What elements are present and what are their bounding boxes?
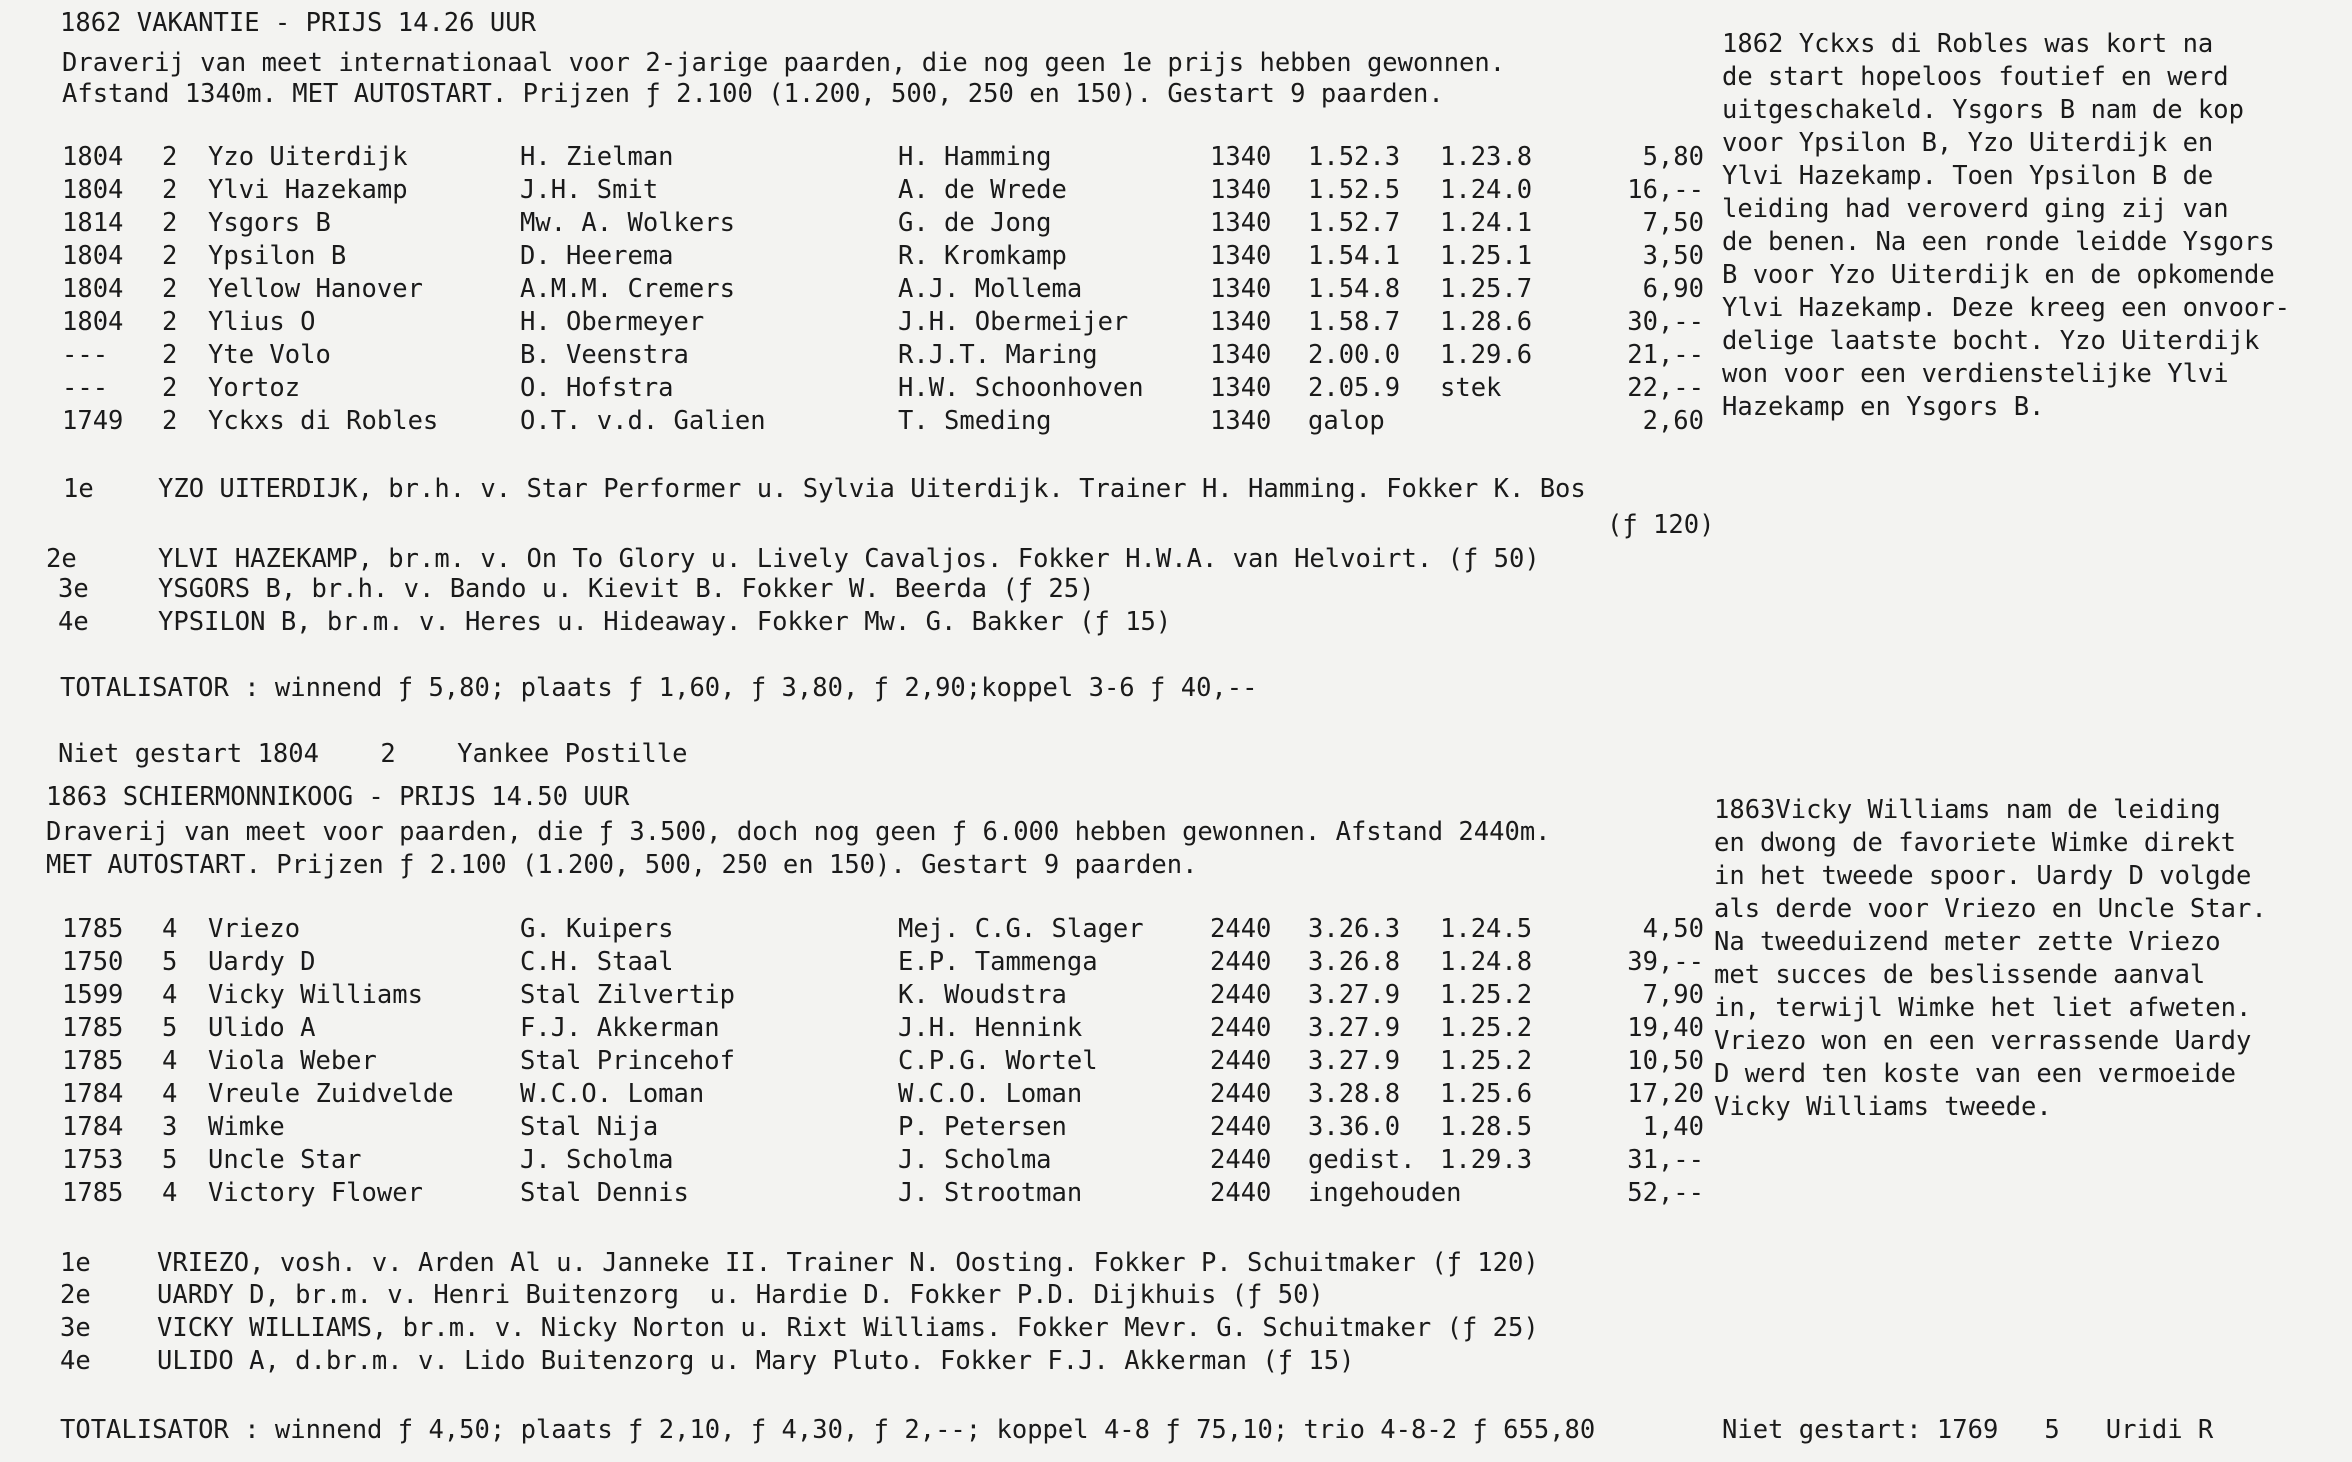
cell-horse: Uncle Star <box>208 1145 362 1175</box>
commentary-line: Ylvi Hazekamp. Toen Ypsilon B de <box>1722 161 2214 191</box>
cell-age: 2 <box>162 175 178 205</box>
cell-horse: Yckxs di Robles <box>208 406 439 436</box>
race-1862-totalisator: TOTALISATOR : winnend ƒ 5,80; plaats ƒ 1,60, ƒ 3,80, ƒ 2,90;koppel 3-6 ƒ 40,-- <box>60 673 1258 703</box>
cell-dist: 2440 <box>1210 1178 1272 1208</box>
cell-driver: Stal Nija <box>520 1112 659 1142</box>
cell-time: 3.26.8 <box>1308 947 1401 977</box>
cell-age: 2 <box>162 274 178 304</box>
cell-odds: 5,80 <box>1642 142 1704 172</box>
cell-trainer: R.J.T. Maring <box>898 340 1098 370</box>
cell-horse: Uardy D <box>208 947 316 977</box>
cell-age: 4 <box>162 1046 178 1076</box>
cell-odds: 22,-- <box>1627 373 1704 403</box>
cell-age: 5 <box>162 1013 178 1043</box>
cell-odds: 10,50 <box>1627 1046 1704 1076</box>
cell-nr: 1785 <box>62 914 124 944</box>
cell-km: 1.29.6 <box>1440 340 1533 370</box>
cell-driver: C.H. Staal <box>520 947 674 977</box>
cell-horse: Yte Volo <box>208 340 331 370</box>
cell-driver: F.J. Akkerman <box>520 1013 720 1043</box>
cell-age: 5 <box>162 1145 178 1175</box>
commentary-line: Na tweeduizend meter zette Vriezo <box>1714 927 2221 957</box>
cell-driver: O. Hofstra <box>520 373 674 403</box>
commentary-line: delige laatste bocht. Yzo Uiterdijk <box>1722 326 2260 356</box>
cell-horse: Ypsilon B <box>208 241 347 271</box>
cell-odds: 16,-- <box>1627 175 1704 205</box>
cell-odds: 1,40 <box>1642 1112 1704 1142</box>
cell-time: 1.52.7 <box>1308 208 1401 238</box>
cell-age: 3 <box>162 1112 178 1142</box>
cell-time: 3.27.9 <box>1308 980 1401 1010</box>
placing-text: (ƒ 120) <box>1607 510 1715 540</box>
cell-trainer: C.P.G. Wortel <box>898 1046 1098 1076</box>
cell-dist: 2440 <box>1210 1079 1272 1109</box>
cell-driver: Stal Dennis <box>520 1178 689 1208</box>
cell-horse: Yellow Hanover <box>208 274 423 304</box>
cell-km: 1.28.6 <box>1440 307 1533 337</box>
commentary-line: uitgeschakeld. Ysgors B nam de kop <box>1722 95 2244 125</box>
cell-horse: Ylvi Hazekamp <box>208 175 408 205</box>
cell-age: 2 <box>162 307 178 337</box>
cell-dist: 2440 <box>1210 1013 1272 1043</box>
cell-dist: 1340 <box>1210 340 1272 370</box>
cell-time: 2.00.0 <box>1308 340 1401 370</box>
placing-label: 3e <box>58 574 89 604</box>
cell-nr: 1804 <box>62 241 124 271</box>
cell-dist: 1340 <box>1210 208 1272 238</box>
placing-label: 2e <box>60 1280 91 1310</box>
cell-time: gedist. <box>1308 1145 1416 1175</box>
commentary-line: 1863Vicky Williams nam de leiding <box>1714 795 2221 825</box>
cell-driver: Stal Zilvertip <box>520 980 735 1010</box>
placing-label: 1e <box>63 474 94 504</box>
placing-text: ULIDO A, d.br.m. v. Lido Buitenzorg u. Mary Pluto. Fokker F.J. Akkerman (ƒ 15) <box>157 1346 1355 1376</box>
placing-text: YLVI HAZEKAMP, br.m. v. On To Glory u. Lively Cavaljos. Fokker H.W.A. van Helvoirt. (ƒ 50) <box>158 544 1540 574</box>
cell-horse: Ulido A <box>208 1013 316 1043</box>
cell-nr: 1804 <box>62 307 124 337</box>
cell-age: 4 <box>162 980 178 1010</box>
cell-km: 1.28.5 <box>1440 1112 1533 1142</box>
cell-km: 1.25.2 <box>1440 1046 1533 1076</box>
cell-nr: 1785 <box>62 1178 124 1208</box>
commentary-line: B voor Yzo Uiterdijk en de opkomende <box>1722 260 2275 290</box>
commentary-line: 1862 Yckxs di Robles was kort na <box>1722 29 2214 59</box>
commentary-line: in het tweede spoor. Uardy D volgde <box>1714 861 2252 891</box>
cell-time: 1.52.5 <box>1308 175 1401 205</box>
cell-horse: Yzo Uiterdijk <box>208 142 408 172</box>
cell-age: 5 <box>162 947 178 977</box>
cell-driver: H. Zielman <box>520 142 674 172</box>
cell-trainer: J. Strootman <box>898 1178 1083 1208</box>
cell-km: 1.25.2 <box>1440 980 1533 1010</box>
cell-time: 1.54.1 <box>1308 241 1401 271</box>
cell-trainer: E.P. Tammenga <box>898 947 1098 977</box>
cell-nr: --- <box>62 373 109 403</box>
cell-km: 1.25.7 <box>1440 274 1533 304</box>
cell-horse: Victory Flower <box>208 1178 423 1208</box>
cell-dist: 1340 <box>1210 406 1272 436</box>
cell-nr: 1785 <box>62 1046 124 1076</box>
commentary-line: leiding had veroverd ging zij van <box>1722 194 2229 224</box>
commentary-line: in, terwijl Wimke het liet afweten. <box>1714 993 2252 1023</box>
race-1863-totalisator: TOTALISATOR : winnend ƒ 4,50; plaats ƒ 2,10, ƒ 4,30, ƒ 2,--; koppel 4-8 ƒ 75,10; trio 4-8-2 ƒ 655,80 <box>60 1415 1596 1445</box>
race-1863-header: 1863 SCHIERMONNIKOOG - PRIJS 14.50 UUR <box>46 782 630 812</box>
cell-trainer: T. Smeding <box>898 406 1052 436</box>
cell-driver: B. Veenstra <box>520 340 689 370</box>
cell-driver: O.T. v.d. Galien <box>520 406 766 436</box>
cell-nr: 1804 <box>62 175 124 205</box>
cell-dist: 1340 <box>1210 307 1272 337</box>
cell-odds: 2,60 <box>1642 406 1704 436</box>
cell-odds: 21,-- <box>1627 340 1704 370</box>
placing-text: VRIEZO, vosh. v. Arden Al u. Janneke II. Trainer N. Oosting. Fokker P. Schuitmaker (ƒ 120) <box>157 1248 1539 1278</box>
cell-horse: Vreule Zuidvelde <box>208 1079 454 1109</box>
cell-driver: W.C.O. Loman <box>520 1079 705 1109</box>
race-1863-not-started: Niet gestart: 1769 5 Uridi R <box>1722 1415 2214 1445</box>
cell-dist: 1340 <box>1210 241 1272 271</box>
cell-horse: Wimke <box>208 1112 285 1142</box>
cell-horse: Vicky Williams <box>208 980 423 1010</box>
cell-dist: 2440 <box>1210 980 1272 1010</box>
cell-time: 1.54.8 <box>1308 274 1401 304</box>
cell-odds: 52,-- <box>1627 1178 1704 1208</box>
cell-trainer: J.H. Obermeijer <box>898 307 1129 337</box>
cell-trainer: A. de Wrede <box>898 175 1067 205</box>
placing-label: 4e <box>58 607 89 637</box>
cell-trainer: H.W. Schoonhoven <box>898 373 1144 403</box>
race-1863-conditions: MET AUTOSTART. Prijzen ƒ 2.100 (1.200, 500, 250 en 150). Gestart 9 paarden. <box>46 850 1198 880</box>
cell-age: 2 <box>162 340 178 370</box>
cell-horse: Ysgors B <box>208 208 331 238</box>
cell-age: 2 <box>162 241 178 271</box>
cell-nr: --- <box>62 340 109 370</box>
commentary-line: Vriezo won en een verrassende Uardy <box>1714 1026 2252 1056</box>
commentary-line: voor Ypsilon B, Yzo Uiterdijk en <box>1722 128 2214 158</box>
cell-time: ingehouden <box>1308 1178 1462 1208</box>
cell-nr: 1784 <box>62 1112 124 1142</box>
cell-driver: J.H. Smit <box>520 175 659 205</box>
cell-nr: 1599 <box>62 980 124 1010</box>
commentary-line: de start hopeloos foutief en werd <box>1722 62 2229 92</box>
cell-nr: 1814 <box>62 208 124 238</box>
cell-nr: 1750 <box>62 947 124 977</box>
commentary-line: als derde voor Vriezo en Uncle Star. <box>1714 894 2267 924</box>
cell-horse: Vriezo <box>208 914 301 944</box>
cell-time: galop <box>1308 406 1385 436</box>
cell-driver: A.M.M. Cremers <box>520 274 735 304</box>
commentary-line: Hazekamp en Ysgors B. <box>1722 392 2045 422</box>
cell-km: 1.24.1 <box>1440 208 1533 238</box>
cell-km: 1.23.8 <box>1440 142 1533 172</box>
cell-driver: H. Obermeyer <box>520 307 705 337</box>
cell-time: 2.05.9 <box>1308 373 1401 403</box>
cell-odds: 31,-- <box>1627 1145 1704 1175</box>
cell-odds: 30,-- <box>1627 307 1704 337</box>
commentary-line: Vicky Williams tweede. <box>1714 1092 2052 1122</box>
cell-trainer: G. de Jong <box>898 208 1052 238</box>
cell-trainer: J.H. Hennink <box>898 1013 1083 1043</box>
cell-nr: 1785 <box>62 1013 124 1043</box>
race-1862-header: 1862 VAKANTIE - PRIJS 14.26 UUR <box>60 8 536 38</box>
cell-dist: 1340 <box>1210 274 1272 304</box>
placing-text: UARDY D, br.m. v. Henri Buitenzorg u. Hardie D. Fokker P.D. Dijkhuis (ƒ 50) <box>157 1280 1324 1310</box>
race-1862-conditions: Afstand 1340m. MET AUTOSTART. Prijzen ƒ 2.100 (1.200, 500, 250 en 150). Gestart 9 paarden. <box>62 79 1444 109</box>
race-1863-description: Draverij van meet voor paarden, die ƒ 3.500, doch nog geen ƒ 6.000 hebben gewonnen. Afstand 2440m. <box>46 817 1551 847</box>
cell-km: 1.24.8 <box>1440 947 1533 977</box>
cell-trainer: J. Scholma <box>898 1145 1052 1175</box>
cell-dist: 1340 <box>1210 142 1272 172</box>
cell-dist: 2440 <box>1210 1112 1272 1142</box>
cell-trainer: H. Hamming <box>898 142 1052 172</box>
race-1862-description: Draverij van meet internationaal voor 2-jarige paarden, die nog geen 1e prijs hebben gewonnen. <box>62 48 1506 78</box>
cell-time: 3.36.0 <box>1308 1112 1401 1142</box>
cell-km: 1.25.2 <box>1440 1013 1533 1043</box>
cell-km: 1.29.3 <box>1440 1145 1533 1175</box>
cell-odds: 19,40 <box>1627 1013 1704 1043</box>
cell-odds: 17,20 <box>1627 1079 1704 1109</box>
cell-age: 4 <box>162 1178 178 1208</box>
cell-driver: Mw. A. Wolkers <box>520 208 735 238</box>
placing-text: YZO UITERDIJK, br.h. v. Star Performer u. Sylvia Uiterdijk. Trainer H. Hamming. Fokker K. Bos <box>158 474 1586 504</box>
cell-driver: Stal Princehof <box>520 1046 735 1076</box>
cell-km: 1.25.1 <box>1440 241 1533 271</box>
cell-nr: 1753 <box>62 1145 124 1175</box>
commentary-line: won voor een verdienstelijke Ylvi <box>1722 359 2229 389</box>
commentary-line: D werd ten koste van een vermoeide <box>1714 1059 2236 1089</box>
cell-trainer: W.C.O. Loman <box>898 1079 1083 1109</box>
cell-trainer: K. Woudstra <box>898 980 1067 1010</box>
cell-time: 1.58.7 <box>1308 307 1401 337</box>
cell-driver: J. Scholma <box>520 1145 674 1175</box>
cell-time: 3.26.3 <box>1308 914 1401 944</box>
cell-horse: Ylius O <box>208 307 316 337</box>
cell-km: 1.24.5 <box>1440 914 1533 944</box>
cell-dist: 2440 <box>1210 1046 1272 1076</box>
cell-age: 2 <box>162 406 178 436</box>
cell-dist: 1340 <box>1210 175 1272 205</box>
cell-km: 1.24.0 <box>1440 175 1533 205</box>
cell-age: 2 <box>162 142 178 172</box>
placing-label: 4e <box>60 1346 91 1376</box>
cell-odds: 7,90 <box>1642 980 1704 1010</box>
cell-nr: 1804 <box>62 142 124 172</box>
cell-nr: 1804 <box>62 274 124 304</box>
cell-km: stek <box>1440 373 1502 403</box>
cell-dist: 2440 <box>1210 947 1272 977</box>
placing-text: VICKY WILLIAMS, br.m. v. Nicky Norton u. Rixt Williams. Fokker Mevr. G. Schuitmaker (ƒ 25) <box>157 1313 1539 1343</box>
cell-km: 1.25.6 <box>1440 1079 1533 1109</box>
cell-trainer: R. Kromkamp <box>898 241 1067 271</box>
cell-age: 4 <box>162 914 178 944</box>
race-1862-not-started: Niet gestart 1804 2 Yankee Postille <box>58 739 688 769</box>
cell-age: 2 <box>162 208 178 238</box>
cell-odds: 3,50 <box>1642 241 1704 271</box>
cell-trainer: A.J. Mollema <box>898 274 1083 304</box>
placing-label: 2e <box>46 544 77 574</box>
cell-driver: G. Kuipers <box>520 914 674 944</box>
placing-text: YSGORS B, br.h. v. Bando u. Kievit B. Fokker W. Beerda (ƒ 25) <box>158 574 1095 604</box>
placing-label: 3e <box>60 1313 91 1343</box>
commentary-line: met succes de beslissende aanval <box>1714 960 2206 990</box>
cell-time: 1.52.3 <box>1308 142 1401 172</box>
cell-dist: 2440 <box>1210 1145 1272 1175</box>
cell-age: 2 <box>162 373 178 403</box>
cell-horse: Viola Weber <box>208 1046 377 1076</box>
placing-text: YPSILON B, br.m. v. Heres u. Hideaway. Fokker Mw. G. Bakker (ƒ 15) <box>158 607 1172 637</box>
cell-odds: 39,-- <box>1627 947 1704 977</box>
cell-trainer: Mej. C.G. Slager <box>898 914 1144 944</box>
cell-odds: 6,90 <box>1642 274 1704 304</box>
cell-odds: 4,50 <box>1642 914 1704 944</box>
cell-time: 3.27.9 <box>1308 1013 1401 1043</box>
cell-time: 3.27.9 <box>1308 1046 1401 1076</box>
commentary-line: en dwong de favoriete Wimke direkt <box>1714 828 2236 858</box>
cell-odds: 7,50 <box>1642 208 1704 238</box>
cell-horse: Yortoz <box>208 373 301 403</box>
cell-age: 4 <box>162 1079 178 1109</box>
commentary-line: Ylvi Hazekamp. Deze kreeg een onvoor- <box>1722 293 2291 323</box>
cell-driver: D. Heerema <box>520 241 674 271</box>
cell-nr: 1749 <box>62 406 124 436</box>
cell-time: 3.28.8 <box>1308 1079 1401 1109</box>
cell-dist: 1340 <box>1210 373 1272 403</box>
cell-trainer: P. Petersen <box>898 1112 1067 1142</box>
placing-label: 1e <box>60 1248 91 1278</box>
cell-nr: 1784 <box>62 1079 124 1109</box>
cell-dist: 2440 <box>1210 914 1272 944</box>
commentary-line: de benen. Na een ronde leidde Ysgors <box>1722 227 2275 257</box>
